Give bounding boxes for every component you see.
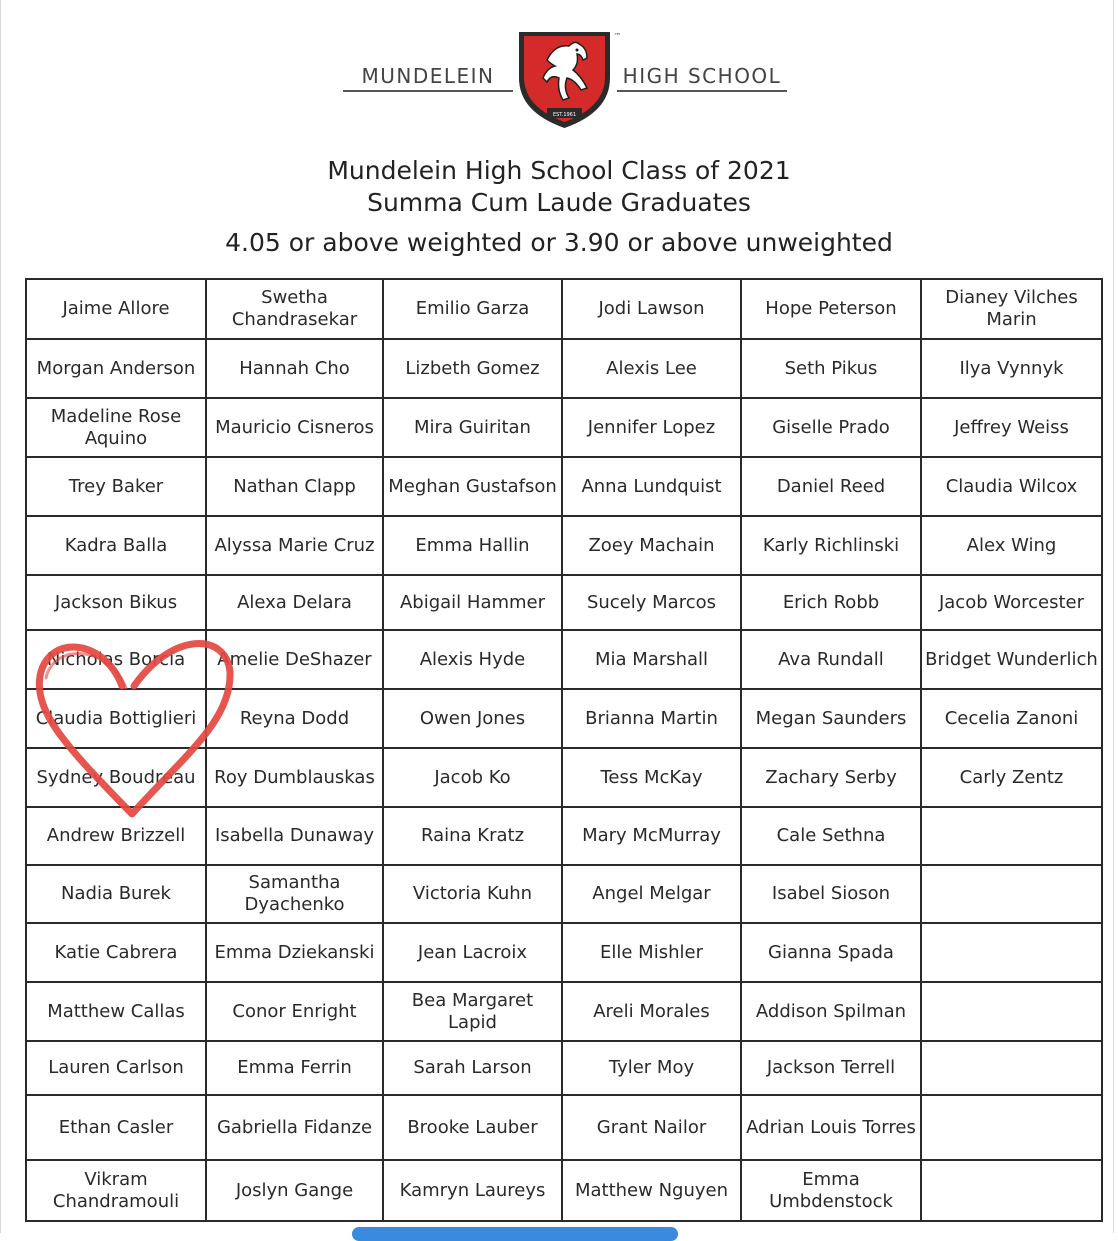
graduate-name-cell: Alyssa Marie Cruz [206, 516, 383, 575]
graduate-name-cell: Meghan Gustafson [383, 457, 562, 516]
graduate-name-cell [921, 1095, 1102, 1160]
table-row [26, 923, 1102, 982]
graduate-name-cell: Jackson Bikus [26, 575, 206, 630]
graduate-name-cell: Jeffrey Weiss [921, 398, 1102, 457]
graduate-name-cell: Nathan Clapp [206, 457, 383, 516]
graduate-name-cell: Matthew Nguyen [562, 1160, 741, 1221]
graduate-name-cell: Ethan Casler [26, 1095, 206, 1160]
graduate-name-cell: Kadra Balla [26, 516, 206, 575]
table-row [26, 1041, 1102, 1095]
table-row [26, 1095, 1102, 1160]
graduate-name-cell: Jacob Worcester [921, 575, 1102, 630]
graduate-name-cell: Jennifer Lopez [562, 398, 741, 457]
graduate-name-cell: Alex Wing [921, 516, 1102, 575]
graduate-name-cell: Vikram Chandramouli [26, 1160, 206, 1221]
graduate-name-cell: Madeline Rose Aquino [26, 398, 206, 457]
graduate-name-cell: Anna Lundquist [562, 457, 741, 516]
graduate-name-cell: Hope Peterson [741, 279, 921, 339]
graduate-name-cell: Amelie DeShazer [206, 630, 383, 689]
graduate-name-cell: Cecelia Zanoni [921, 689, 1102, 748]
trademark-mark: ™ [614, 32, 621, 40]
graduate-name-cell: Morgan Anderson [26, 339, 206, 398]
graduate-name-cell: Alexa Delara [206, 575, 383, 630]
graduate-name-cell: Roy Dumblauskas [206, 748, 383, 807]
graduate-name-cell: Megan Saunders [741, 689, 921, 748]
graduate-name-cell: Katie Cabrera [26, 923, 206, 982]
graduate-name-cell: Isabella Dunaway [206, 807, 383, 865]
graduate-name-cell: Joslyn Gange [206, 1160, 383, 1221]
graduate-name-cell: Bridget Wunderlich [921, 630, 1102, 689]
graduate-name-cell [921, 807, 1102, 865]
table-row [26, 279, 1102, 339]
graduate-name-cell: Jacob Ko [383, 748, 562, 807]
graduate-name-cell: Jackson Terrell [741, 1041, 921, 1095]
logo-text-mundelein: MUNDELEIN [343, 62, 513, 92]
bottom-button-edge[interactable] [352, 1227, 678, 1241]
graduate-name-cell: Trey Baker [26, 457, 206, 516]
graduate-name-cell: Gianna Spada [741, 923, 921, 982]
graduate-name-cell: Daniel Reed [741, 457, 921, 516]
graduate-name-cell: Claudia Bottiglieri [26, 689, 206, 748]
graduate-name-cell: Mia Marshall [562, 630, 741, 689]
graduate-name-cell: Victoria Kuhn [383, 865, 562, 923]
graduate-name-cell: Dianey Vilches Marin [921, 279, 1102, 339]
graduate-name-cell: Adrian Louis Torres [741, 1095, 921, 1160]
graduate-name-cell [921, 865, 1102, 923]
graduate-name-cell: Jaime Allore [26, 279, 206, 339]
table-row [26, 689, 1102, 748]
graduate-name-cell: Owen Jones [383, 689, 562, 748]
table-row [26, 457, 1102, 516]
logo-text-high-school: HIGH SCHOOL [617, 62, 787, 92]
graduate-name-cell: Raina Kratz [383, 807, 562, 865]
graduate-name-cell: Nicholas Borcia [26, 630, 206, 689]
graduate-name-cell: Isabel Sioson [741, 865, 921, 923]
graduate-name-cell: Carly Zentz [921, 748, 1102, 807]
graduate-name-cell: Claudia Wilcox [921, 457, 1102, 516]
graduate-name-cell: Sarah Larson [383, 1041, 562, 1095]
graduate-name-cell: Tyler Moy [562, 1041, 741, 1095]
graduate-name-cell: Seth Pikus [741, 339, 921, 398]
criteria-line: 4.05 or above weighted or 3.90 or above unweighted [225, 228, 893, 257]
graduate-name-cell: Samantha Dyachenko [206, 865, 383, 923]
graduates-table [25, 278, 1103, 1222]
graduate-name-cell: Nadia Burek [26, 865, 206, 923]
graduate-name-cell: Jean Lacroix [383, 923, 562, 982]
graduate-name-cell: Ava Rundall [741, 630, 921, 689]
graduate-name-cell: Karly Richlinski [741, 516, 921, 575]
graduate-name-cell: Cale Sethna [741, 807, 921, 865]
table-row [26, 398, 1102, 457]
graduate-name-cell: Hannah Cho [206, 339, 383, 398]
graduate-name-cell: Giselle Prado [741, 398, 921, 457]
table-row [26, 1160, 1102, 1221]
graduate-name-cell: Emilio Garza [383, 279, 562, 339]
graduate-name-cell: Mauricio Cisneros [206, 398, 383, 457]
table-row [26, 807, 1102, 865]
graduate-name-cell: Sydney Boudreau [26, 748, 206, 807]
graduate-name-cell: Jodi Lawson [562, 279, 741, 339]
graduate-name-cell: Emma Umbdenstock [741, 1160, 921, 1221]
graduate-name-cell: Angel Melgar [562, 865, 741, 923]
graduate-name-cell: Sucely Marcos [562, 575, 741, 630]
title-line-1: Mundelein High School Class of 2021 [327, 156, 791, 185]
graduate-name-cell: Reyna Dodd [206, 689, 383, 748]
graduate-name-cell: Lizbeth Gomez [383, 339, 562, 398]
graduate-name-cell: Kamryn Laureys [383, 1160, 562, 1221]
graduate-name-cell: Areli Morales [562, 982, 741, 1041]
table-row [26, 516, 1102, 575]
graduate-name-cell: Alexis Lee [562, 339, 741, 398]
graduate-name-cell [921, 1160, 1102, 1221]
graduate-name-cell: Alexis Hyde [383, 630, 562, 689]
graduate-name-cell: Ilya Vynnyk [921, 339, 1102, 398]
table-row [26, 339, 1102, 398]
graduates-table-body [26, 279, 1102, 1221]
mustang-shield-icon [517, 30, 612, 130]
graduate-name-cell: Zoey Machain [562, 516, 741, 575]
graduate-name-cell: Zachary Serby [741, 748, 921, 807]
graduate-name-cell: Conor Enright [206, 982, 383, 1041]
graduate-name-cell: Brooke Lauber [383, 1095, 562, 1160]
graduate-name-cell: Grant Nailor [562, 1095, 741, 1160]
graduate-name-cell: Emma Ferrin [206, 1041, 383, 1095]
graduate-name-cell [921, 982, 1102, 1041]
graduate-name-cell: Gabriella Fidanze [206, 1095, 383, 1160]
graduate-name-cell: Emma Dziekanski [206, 923, 383, 982]
graduate-name-cell: Bea Margaret Lapid [383, 982, 562, 1041]
table-row [26, 865, 1102, 923]
table-row [26, 982, 1102, 1041]
graduate-name-cell: Matthew Callas [26, 982, 206, 1041]
graduate-name-cell: Erich Robb [741, 575, 921, 630]
table-row [26, 748, 1102, 807]
title-line-2: Summa Cum Laude Graduates [367, 188, 751, 217]
graduate-name-cell [921, 923, 1102, 982]
graduate-name-cell: Tess McKay [562, 748, 741, 807]
graduate-name-cell: Swetha Chandrasekar [206, 279, 383, 339]
graduate-name-cell [921, 1041, 1102, 1095]
graduate-name-cell: Elle Mishler [562, 923, 741, 982]
graduate-name-cell: Mira Guiritan [383, 398, 562, 457]
graduate-name-cell: Brianna Martin [562, 689, 741, 748]
graduate-name-cell: Andrew Brizzell [26, 807, 206, 865]
shield-text: EST.1961 [552, 112, 577, 118]
graduate-name-cell: Lauren Carlson [26, 1041, 206, 1095]
graduate-name-cell: Emma Hallin [383, 516, 562, 575]
graduate-name-cell: Mary McMurray [562, 807, 741, 865]
table-row [26, 575, 1102, 630]
graduate-name-cell: Abigail Hammer [383, 575, 562, 630]
table-row [26, 630, 1102, 689]
graduate-name-cell: Addison Spilman [741, 982, 921, 1041]
